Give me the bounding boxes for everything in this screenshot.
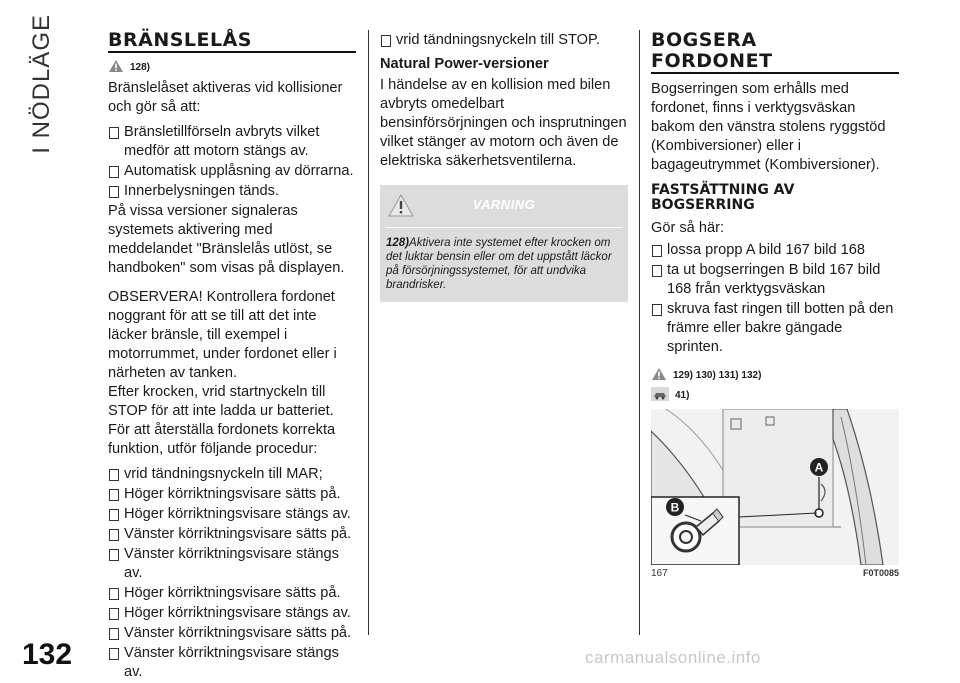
page-number: 132 xyxy=(22,638,73,671)
column-fuel-cutoff xyxy=(108,30,356,683)
warning-box xyxy=(380,185,628,302)
label-a-text: A xyxy=(814,460,824,475)
warning-triangle-icon xyxy=(651,367,667,381)
list-item: Höger körriktningsvisare sätts på. xyxy=(108,584,356,603)
list-item: Vänster körriktningsvisare sätts på. xyxy=(108,624,356,643)
section-side-title xyxy=(22,14,62,260)
display-message-paragraph: På vissa versioner signaleras systemets aktivering med meddelandet "Bränslelås utlöst, se handboken" som visas på displayen. xyxy=(108,203,345,276)
list-item: vrid tändningsnyckeln till STOP. xyxy=(380,31,628,50)
section-title-text: I NÖDLÄGE xyxy=(28,14,55,154)
heading-line-1: BOGSERA xyxy=(651,29,757,51)
warning-text xyxy=(380,228,628,302)
list-item: lossa propp A bild 167 bild 168 xyxy=(651,241,899,260)
warning-reference[interactable] xyxy=(108,59,356,73)
restore-paragraph: För att återställa fordonets korrekta funktion, utför följande procedur: xyxy=(108,422,336,457)
figure-caption xyxy=(651,568,899,579)
car-note-icon xyxy=(651,387,669,401)
warning-reference[interactable] xyxy=(651,367,899,381)
list-item: Höger körriktningsvisare stängs av. xyxy=(108,505,356,524)
list-item: Höger körriktningsvisare stängs av. xyxy=(108,604,356,623)
column-fuel-cutoff-continued xyxy=(380,30,628,302)
label-b-text: B xyxy=(670,500,680,515)
natural-power-paragraph: I händelse av en kollision med bilen avbryts omedelbart bensinförsörjningen och insprutningen vilket stänger av motorn och även de elektriska säkerhetsventilerna. xyxy=(380,77,627,169)
warning-label: VARNING xyxy=(472,197,536,212)
observe-paragraph: OBSERVERA! Kontrollera fordonet noggrant för att se till att det inte läcker bränsle, till exempel i motorrummet, under fordonet eller i närheten av tanken. xyxy=(108,289,337,381)
intro-paragraph: Bränslelåset aktiveras vid kollisioner och gör så att: xyxy=(108,80,343,115)
note-ref-number: 41) xyxy=(675,390,690,401)
heading-bränslelås: BRÄNSLELÅS xyxy=(108,29,252,51)
note-reference[interactable] xyxy=(651,387,899,401)
list-item: Bränsletillförseln avbryts vilket medför att motorn stängs av. xyxy=(108,123,356,161)
list-item: Vänster körriktningsvisare stängs av. xyxy=(108,545,356,583)
list-item: Innerbelysningen tänds. xyxy=(108,182,356,201)
subheading-line-1: FASTSÄTTNING AV xyxy=(651,182,795,198)
list-item: Automatisk upplåsning av dörrarna. xyxy=(108,162,356,181)
figure-number: 167 xyxy=(651,568,668,579)
list-item: ta ut bogserringen B bild 167 bild 168 från verktygsväskan xyxy=(651,261,899,299)
column-divider xyxy=(639,30,640,635)
warning-number: 128) xyxy=(386,237,410,249)
heading-bogsera xyxy=(651,30,899,72)
list-item: Höger körriktningsvisare sätts på. xyxy=(108,485,356,504)
watermark: carmanualsonline.info xyxy=(585,648,761,667)
warning-body: Aktivera inte systemet efter krocken om det luktar bensin eller om det uppstått läckor på försörjningssystemet, för att undvika brandrisker. xyxy=(386,237,612,291)
warning-ref-numbers: 129) 130) 131) 132) xyxy=(673,370,762,381)
after-crash-paragraph: Efter krocken, vrid startnyckeln till STOP för att inte ladda ur batteriet. xyxy=(108,384,334,419)
figure-code: F0T0085 xyxy=(862,568,899,578)
heading-line-2: FORDONET xyxy=(651,50,773,72)
heading-rule xyxy=(108,30,356,53)
column-towing xyxy=(651,30,899,579)
list-item: skruva fast ringen till botten på den främre eller bakre gängade sprinten. xyxy=(651,300,899,357)
warning-triangle-icon xyxy=(108,59,124,73)
heading-rule xyxy=(651,30,899,74)
towing-ring-figure xyxy=(651,409,899,565)
subheading-mounting xyxy=(651,183,899,213)
column-divider xyxy=(368,30,369,635)
steps-intro: Gör så här: xyxy=(651,220,724,236)
subheading-line-2: BOGSERRING xyxy=(651,197,755,213)
list-item: vrid tändningsnyckeln till MAR; xyxy=(108,465,356,484)
list-item: Vänster körriktningsvisare sätts på. xyxy=(108,525,356,544)
list-item: Vänster körriktningsvisare stängs av. xyxy=(108,644,356,682)
towing-paragraph: Bogserringen som erhålls med fordonet, finns i verktygsväskan bakom den vänstra stolens ryggstöd (Kombiversioner) eller i bagageutrymmet (Kombiversioner). xyxy=(651,81,886,173)
natural-power-subheading: Natural Power-versioner xyxy=(380,56,549,72)
towing-ring-illustration xyxy=(651,409,899,565)
warning-ref-number: 128) xyxy=(130,62,151,73)
